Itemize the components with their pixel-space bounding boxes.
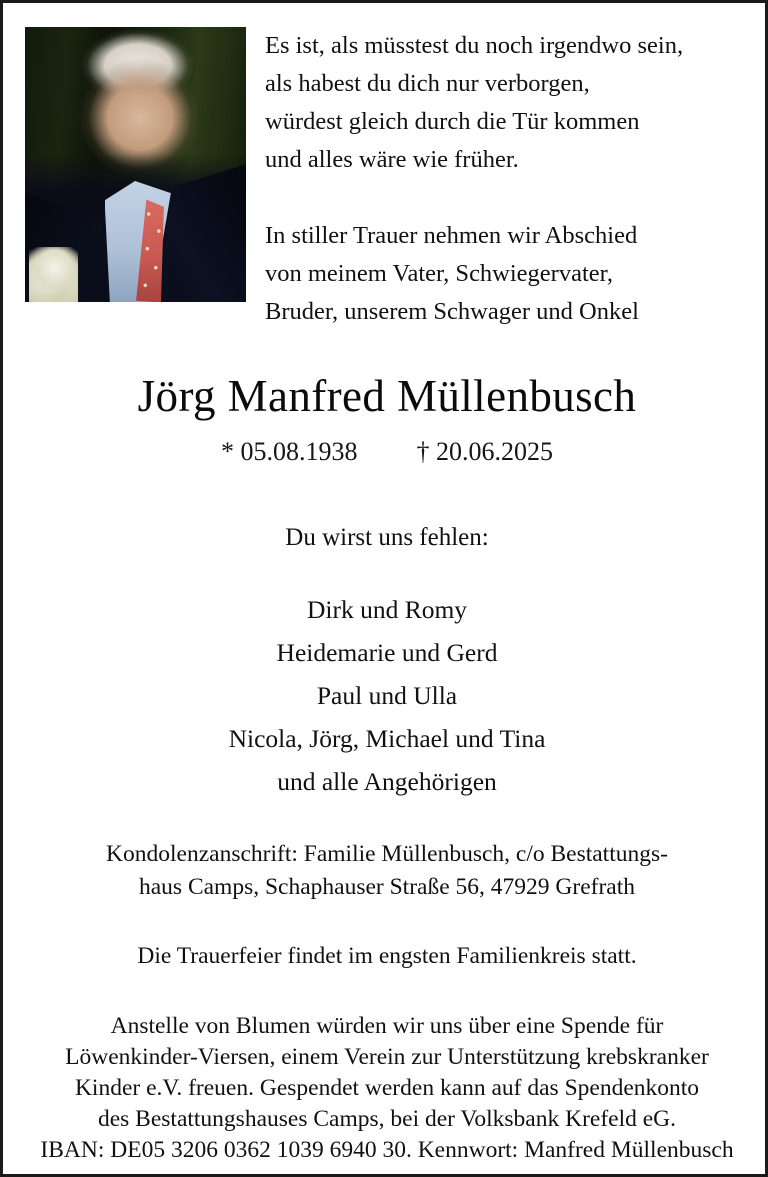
condolence-line: haus Camps, Schaphauser Straße 56, 47929 Grefrath <box>139 874 635 900</box>
verse-paragraph-spacer <box>265 179 751 217</box>
birth-date: 05.08.1938 <box>240 437 358 466</box>
survivor-line: Dirk und Romy <box>306 595 468 624</box>
survivor-line: und alle Angehörigen <box>277 767 497 796</box>
header-block <box>3 3 768 325</box>
verse-line: von meinem Vater, Schwiegervater, <box>265 260 613 287</box>
deceased-name: Jörg Manfred Müllenbusch <box>137 371 637 421</box>
verse-line: als habest du dich nur verborgen, <box>265 70 590 97</box>
birth-symbol-icon: * <box>221 437 234 466</box>
verse-line: In stiller Trauer nehmen wir Abschied <box>265 222 638 249</box>
condolence-line: Kondolenzanschrift: Familie Müllenbusch, c/o Bestattungs- <box>106 841 668 867</box>
memorial-verse <box>265 27 751 331</box>
survivor-line: Nicola, Jörg, Michael und Tina <box>228 724 546 753</box>
portrait-photo-image <box>25 27 246 302</box>
survivor-line: Paul und Ulla <box>316 681 458 710</box>
cross-symbol-icon: † <box>416 437 430 466</box>
donation-line: des Bestattungshauses Camps, bei der Volksbank Krefeld eG. <box>97 1106 677 1132</box>
donation-line: Anstelle von Blumen würden wir uns über eine Spende für <box>110 1013 664 1039</box>
survivors-list <box>3 588 768 803</box>
condolence-address <box>3 838 768 904</box>
donation-line-iban: IBAN: DE05 3206 0362 1039 6940 30. Kennwort: Manfred Müllenbusch <box>40 1137 734 1163</box>
boutonniere-flower <box>29 247 78 302</box>
mourning-intro: Du wirst uns fehlen: <box>285 524 489 551</box>
verse-line: würdest gleich durch die Tür kommen <box>265 108 640 135</box>
death-date: 20.06.2025 <box>436 437 553 466</box>
life-dates <box>3 435 768 469</box>
donation-info <box>3 1011 768 1166</box>
donation-line: Löwenkinder-Viersen, einem Verein zur Unterstützung krebskranker <box>65 1044 709 1070</box>
survivor-line: Heidemarie und Gerd <box>276 638 498 667</box>
verse-line: Es ist, als müsstest du noch irgendwo sein, <box>265 32 684 59</box>
verse-line: und alles wäre wie früher. <box>265 146 519 173</box>
ceremony-note: Die Trauerfeier findet im engsten Familienkreis statt. <box>137 943 637 969</box>
verse-line: Bruder, unserem Schwager und Onkel <box>265 298 639 325</box>
donation-line: Kinder e.V. freuen. Gespendet werden kann auf das Spendenkonto <box>74 1075 700 1101</box>
portrait-photo <box>25 27 246 302</box>
